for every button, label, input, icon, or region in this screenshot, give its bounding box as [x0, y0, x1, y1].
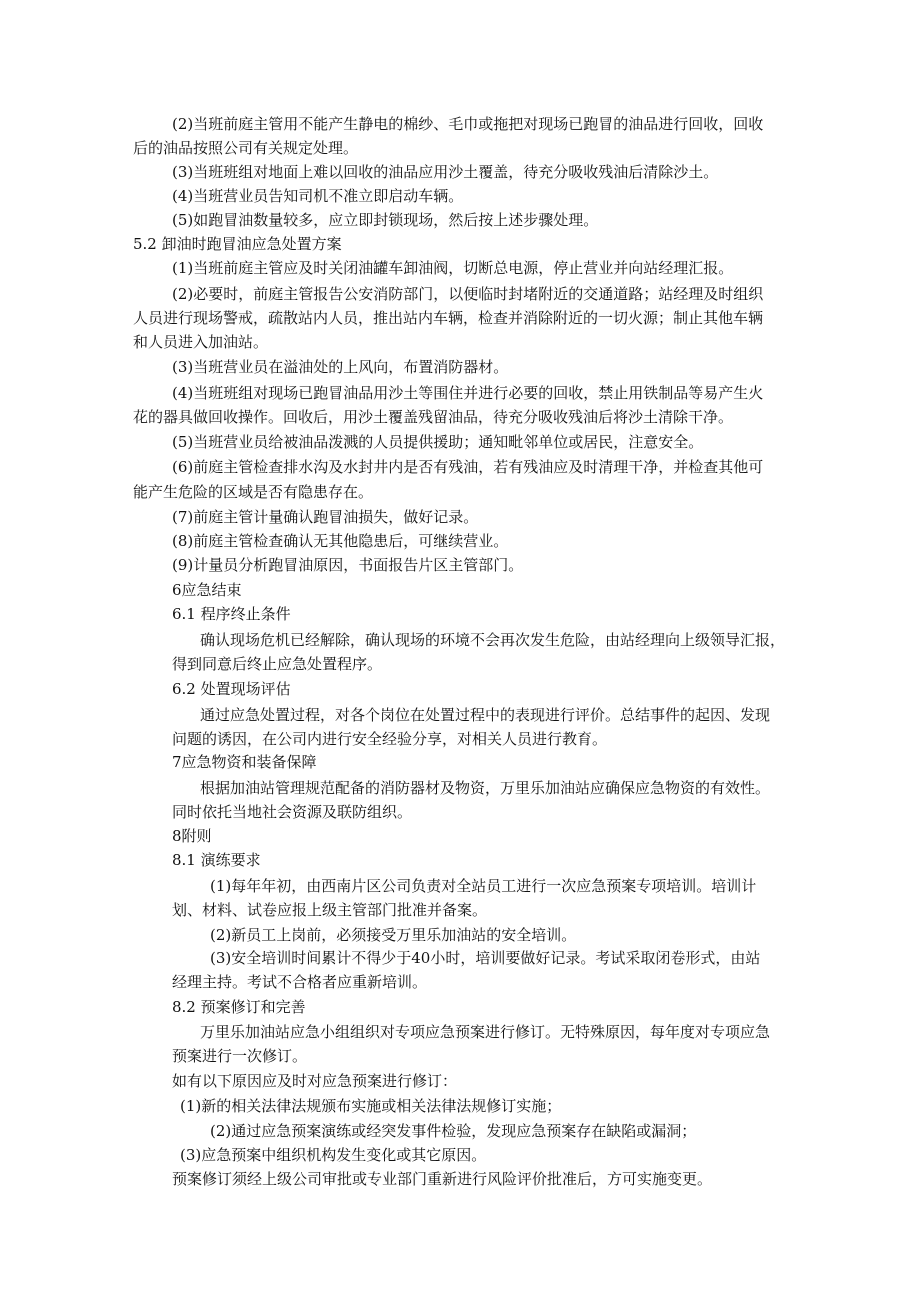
text-line: (4)当班营业员告知司机不准立即启动车辆。: [172, 187, 464, 205]
text-line: (1)新的相关法律法规颁布实施或相关法律法规修订实施；: [180, 1097, 562, 1115]
text-line: (4)当班班组对现场已跑冒油品用沙土等围住并进行必要的回收，禁止用铁制品等易产生火: [172, 384, 764, 402]
text-line: 经理主持。考试不合格者应重新培训。: [172, 973, 428, 991]
text-line: (2)当班前庭主管用不能产生静电的棉纱、毛巾或拖把对现场已跑冒的油品进行回收，回收: [172, 115, 764, 133]
text-line: (3)安全培训时间累计不得少于40小时，培训要做好记录。考试采取闭卷形式，由站: [210, 949, 761, 967]
text-line: (1)当班前庭主管应及时关闭油罐车卸油阀，切断总电源，停止营业并向站经理汇报。: [172, 259, 734, 277]
text-line: 预案修订须经上级公司审批或专业部门重新进行风险评价批准后，方可实施变更。: [172, 1170, 713, 1188]
section-heading: 7应急物资和装备保障: [172, 753, 317, 771]
subsection-heading: 6.1 程序终止条件: [172, 605, 291, 623]
text-line: 划、材料、试卷应报上级主管部门批准并备案。: [172, 901, 488, 919]
text-line: 同时依托当地社会资源及联防组织。: [172, 803, 413, 821]
text-line: 后的油品按照公司有关规定处理。: [133, 139, 359, 157]
text-line: 确认现场危机已经解除，确认现场的环境不会再次发生危险，由站经理向上级领导汇报，: [200, 631, 786, 649]
text-line: (3)应急预案中组织机构发生变化或其它原因。: [180, 1146, 487, 1164]
text-line: 如有以下原因应及时对应急预案进行修订：: [172, 1072, 458, 1090]
text-line: 万里乐加油站应急小组组织对专项应急预案进行修订。无特殊原因，每年度对专项应急: [200, 1023, 771, 1041]
text-line: 根据加油站管理规范配备的消防器材及物资，万里乐加油站应确保应急物资的有效性。: [200, 779, 771, 797]
text-line: (5)如跑冒油数量较多，应立即封锁现场，然后按上述步骤处理。: [172, 211, 599, 229]
subsection-heading: 8.2 预案修订和完善: [172, 998, 306, 1016]
text-line: (2)必要时，前庭主管报告公安消防部门，以便临时封堵附近的交通道路；站经理及时组织: [172, 285, 764, 303]
text-line: (3)当班班组对地面上难以回收的油品应用沙土覆盖，待充分吸收残油后清除沙土。: [172, 163, 719, 181]
text-line: (2)通过应急预案演练或经突发事件检验，发现应急预案存在缺陷或漏洞；: [210, 1122, 697, 1140]
text-line: (2)新员工上岗前，必须接受万里乐加油站的安全培训。: [210, 926, 577, 944]
subsection-heading: 8.1 演练要求: [172, 851, 261, 869]
text-line: (7)前庭主管计量确认跑冒油损失，做好记录。: [172, 508, 479, 526]
section-heading: 6应急结束: [172, 581, 242, 599]
text-line: 人员进行现场警戒，疏散站内人员，推出站内车辆，检查并消除附近的一切火源；制止其他车辆: [133, 309, 764, 327]
text-line: 和人员进入加油站。: [133, 333, 269, 351]
text-line: 得到同意后终止应急处置程序。: [172, 655, 383, 673]
text-line: 通过应急处置过程，对各个岗位在处置过程中的表现进行评价。总结事件的起因、发现: [200, 706, 771, 724]
text-line: (6)前庭主管检查排水沟及水封井内是否有残油，若有残油应及时清理干净，并检查其他可: [172, 458, 764, 476]
text-line: 花的器具做回收操作。回收后，用沙土覆盖残留油品，待充分吸收残油后将沙土清除干净。: [133, 408, 734, 426]
text-line: 能产生危险的区域是否有隐患存在。: [133, 483, 374, 501]
text-line: (8)前庭主管检查确认无其他隐患后，可继续营业。: [172, 532, 509, 550]
section-heading: 5.2 卸油时跑冒油应急处置方案: [133, 235, 342, 253]
section-heading: 8附则: [172, 827, 212, 845]
text-line: 预案进行一次修订。: [172, 1047, 308, 1065]
text-line: (9)计量员分析跑冒油原因，书面报告片区主管部门。: [172, 556, 524, 574]
subsection-heading: 6.2 处置现场评估: [172, 680, 291, 698]
text-line: (3)当班营业员在溢油处的上风向，布置消防器材。: [172, 358, 509, 376]
text-line: 问题的诱因，在公司内进行安全经验分享，对相关人员进行教育。: [172, 730, 608, 748]
text-line: (5)当班营业员给被油品泼溅的人员提供援助；通知毗邻单位或居民，注意安全。: [172, 433, 704, 451]
text-line: (1)每年年初，由西南片区公司负责对全站员工进行一次应急预案专项培训。培训计: [210, 877, 757, 895]
